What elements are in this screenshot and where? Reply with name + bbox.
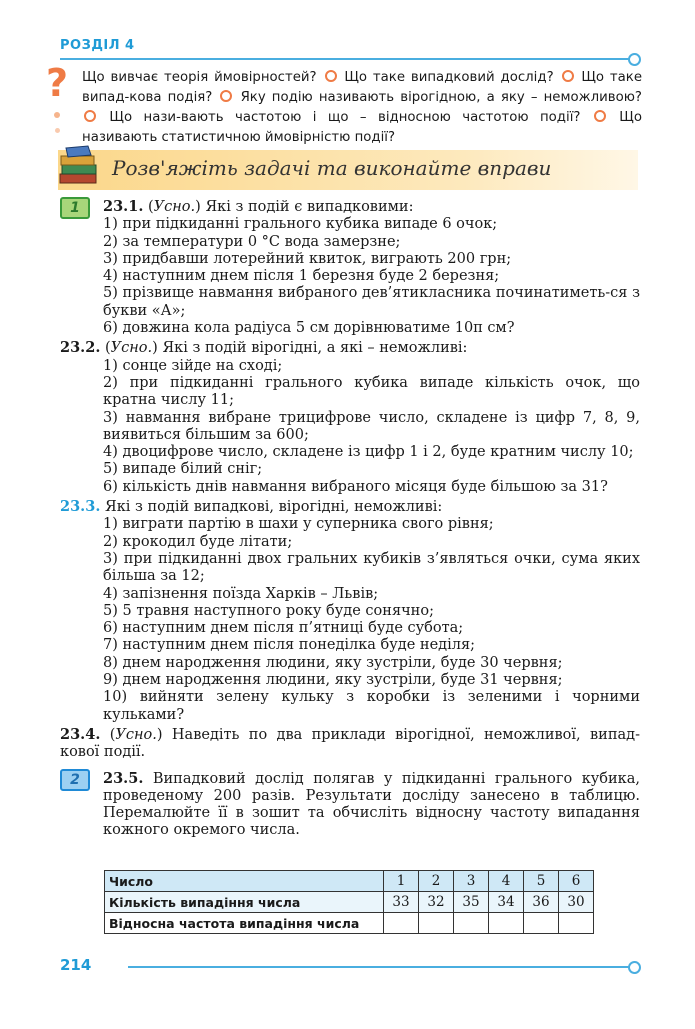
dot-icon — [55, 128, 60, 133]
problem-text: Випадковий дослід полягав у підкиданні грального кубика, проведеному 200 разів. Результати досліду занесено в таблицю. Перемалюйте її в зошит та обчисліть відносну частоту випадання кожного окремого числа. — [103, 770, 640, 839]
exercises — [60, 198, 640, 840]
table-row — [105, 913, 594, 934]
row-label: Відносна частота випадіння числа — [105, 913, 384, 934]
footer-rule — [128, 966, 630, 968]
level-2-badge: 2 — [60, 769, 90, 791]
table-cell — [384, 913, 419, 934]
list-item: 3) придбавши лотерейний квиток, виграють 200 грн; — [103, 250, 512, 267]
table-cell — [489, 913, 524, 934]
table-cell — [419, 913, 454, 934]
level-1-badge: 1 — [60, 197, 90, 219]
problem-intro: Які з подій є випадковими: — [205, 199, 414, 215]
list-item: 7) наступним днем після понеділка буде неділя; — [103, 637, 475, 654]
results-table — [104, 870, 594, 934]
table-cell — [559, 913, 594, 934]
question: Яку подію називають вірогідною, а яку – неможливою? — [240, 90, 642, 105]
table-cell — [524, 913, 559, 934]
problem-intro: Які з подій випадкові, вірогідні, неможливі: — [104, 499, 443, 516]
problem-23-4: 23.4. (Усно.) Наведіть по два приклади вірогідної, неможливої, випад-кової події. — [60, 725, 640, 761]
table-row — [105, 871, 594, 892]
list-item: 2) за температури 0 °С вода замерзне; — [103, 233, 401, 250]
review-questions — [82, 68, 642, 148]
oral-mark: Усно. — [115, 726, 157, 743]
question: Що вивчає теорія ймовірностей? — [82, 70, 317, 85]
question: Що нази-вають частотою і що – відносною частотою події? — [109, 110, 581, 125]
problem-number: 23.1. — [103, 198, 144, 215]
dot-icon — [54, 112, 60, 118]
circle-icon — [220, 90, 232, 102]
circle-icon — [84, 110, 96, 122]
list-item: 6) кількість днів навмання вибраного місяця буде більшою за 31? — [103, 478, 608, 495]
list-item: 10) вийняти зелену кульку з коробки із зеленими і чорними кульками? — [103, 689, 640, 723]
question: Що називають статистичною ймовірністю події? — [82, 110, 642, 145]
table-cell: 33 — [384, 892, 419, 913]
table-cell: 1 — [384, 871, 419, 892]
question: Що таке випад-кова подія? — [82, 70, 643, 105]
banner-title: Розв'яжіть задачі та виконайте вправи — [112, 156, 552, 180]
footer-rule-end — [628, 961, 641, 974]
oral-mark: Усно. — [153, 199, 196, 215]
list-item: 3) при підкиданні двох гральних кубиків з’являться очки, сума яких більша за 12; — [103, 550, 640, 585]
circle-icon — [325, 70, 337, 82]
table-cell: 36 — [524, 892, 559, 913]
list-item: 6) довжина кола радіуса 5 см дорівнюватиме 10π см? — [103, 320, 515, 337]
oral-mark: Усно. — [110, 340, 153, 357]
problem-number: 23.3. — [60, 498, 101, 516]
problem-23-3 — [60, 498, 640, 724]
row-label: Число — [105, 871, 384, 892]
header-rule — [60, 58, 630, 60]
list-item: 1) виграти партію в шахи у суперника свого рівня; — [103, 516, 494, 533]
table-cell: 2 — [419, 871, 454, 892]
books-icon — [58, 144, 100, 186]
list-item: 4) запізнення поїзда Харків – Львів; — [103, 585, 379, 602]
table-cell: 34 — [489, 892, 524, 913]
problem-number: 23.2. — [60, 339, 101, 357]
list-item: 9) днем народження людини, яку зустріли, буде 31 червня; — [103, 672, 563, 689]
problem-23-1: 1 23.1. (Усно.) Які з подій є випадковими: 1) при підкиданні грального кубика випаде 6 очок; 2) за температури 0 °С вода замерзне; 3) придбавши лотерейний квиток, виграють 200 грн; 4) наступним днем після 1 березня буде 2 березня; 5) прізвище навмання вибраного дев’ятикласника починатиметь-ся з букви «А»; 6) довжина кола радіуса 5 см дорівнюватиме 10π см? — [60, 198, 640, 337]
table-row — [105, 892, 594, 913]
list-item: 4) наступним днем після 1 березня буде 2 березня; — [103, 268, 500, 285]
list-item: 5) 5 травня наступного року буде сонячно; — [103, 602, 434, 619]
list-item: 1) при підкиданні грального кубика випаде 6 очок; — [103, 216, 498, 233]
list-item: 6) наступним днем після п’ятниці буде субота; — [103, 620, 464, 637]
section-label: РОЗДІЛ 4 — [60, 38, 135, 53]
table-cell: 5 — [524, 871, 559, 892]
problem-number: 23.5. — [103, 769, 144, 787]
problem-23-5 — [60, 770, 640, 840]
list-item: 5) випаде білий сніг; — [103, 461, 263, 478]
list-item: 5) прізвище навмання вибраного дев’ятикласника починатиметь-ся з букви «А»; — [103, 285, 640, 319]
page-number: 214 — [60, 956, 92, 974]
list-item: 4) двоцифрове число, складене із цифр 1 і 2, буде кратним числу 10; — [103, 444, 634, 461]
table-cell: 4 — [489, 871, 524, 892]
list-item: 3) навмання вибране трицифрове число, складене із цифр 7, 8, 9, виявиться більшим за 600; — [103, 409, 640, 443]
question: Що таке випадковий дослід? — [344, 70, 554, 85]
table-cell — [454, 913, 489, 934]
problem-intro: Які з подій вірогідні, а які – неможливі: — [162, 340, 468, 357]
table-cell: 30 — [559, 892, 594, 913]
table-cell: 3 — [454, 871, 489, 892]
list-item: 8) днем народження людини, яку зустріли, буде 30 червня; — [103, 654, 563, 671]
circle-icon — [562, 70, 574, 82]
problem-23-2: 23.2. (Усно.) Які з подій вірогідні, а які – неможливі: 1) сонце зійде на сході; 2) при підкиданні грального кубика випаде кількість очок, що кратна числу 11; 3) навмання вибране трицифрове число, складене із цифр 7, 8, 9, виявиться більшим за 600; 4) двоцифрове число, складене із цифр 1 і 2, буде кратним числу 10; 5) випаде білий сніг; 6) кількість днів навмання вибраного місяця буде більшою за 31? — [60, 339, 640, 495]
question-mark-icon: ? — [46, 61, 69, 105]
header-rule-end — [628, 53, 641, 66]
list-item: 2) крокодил буде літати; — [103, 533, 293, 550]
problem-text: Наведіть по два приклади вірогідної, неможливої, випад-кової події. — [60, 726, 640, 761]
circle-icon — [594, 110, 606, 122]
row-label: Кількість випадіння числа — [105, 892, 384, 913]
list-item: 1) сонце зійде на сході; — [103, 357, 283, 374]
table-cell: 35 — [454, 892, 489, 913]
problem-number: 23.4. — [60, 725, 101, 743]
table-cell: 6 — [559, 871, 594, 892]
table-cell: 32 — [419, 892, 454, 913]
list-item: 2) при підкиданні грального кубика випаде кількість очок, що кратна числу 11; — [103, 374, 640, 409]
